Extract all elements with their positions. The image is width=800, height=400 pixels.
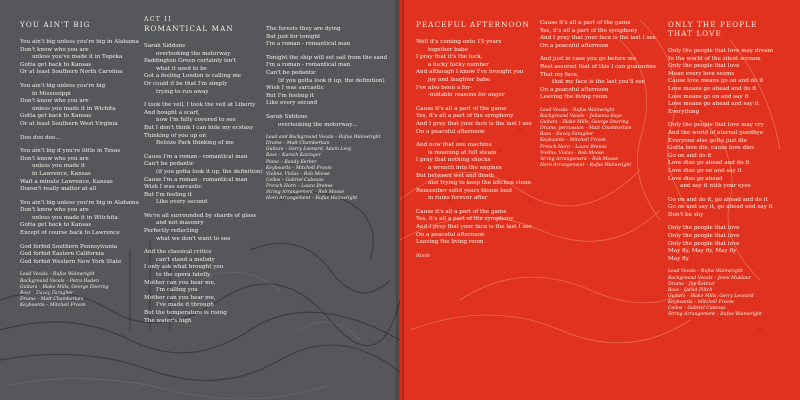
lyric-line: Can't be pedantic [266, 69, 317, 76]
lyric-line: On a peaceful afternoon [540, 86, 609, 93]
lyric-line: Tonight the ship will set sail from the sand [266, 54, 388, 61]
lyric-line: Only the people that love may cry [668, 122, 764, 129]
credits-block [540, 108, 668, 169]
lyric-line: Don't know who you are [20, 46, 89, 53]
credit-line: Background Vocals – Petra Haden [20, 278, 99, 284]
credit-line: Keyboards – Mitchell Froom [668, 299, 734, 305]
lyric-line: Don't know who you are [20, 98, 89, 105]
lyric-line: Wait a minute Lawrence, Kansas [20, 178, 113, 185]
lyric-line: Belsize Park thinking of me [156, 140, 234, 147]
lyric-line: Love means go ahead and do it [668, 85, 757, 92]
song-romantical-man [144, 16, 262, 325]
lyric-line: in ruins forever after [428, 195, 488, 202]
lyric-line: Everyone else gotta just die [668, 137, 747, 144]
lyric-line: Perfectly reflecting [144, 228, 199, 235]
credit-line: Guitars – Gerry Leonard, Adam Levy [266, 147, 352, 153]
lyric-line: Only the people that love may dream [668, 48, 773, 54]
lyric-line: and say it with your eyes [680, 183, 751, 190]
lyric-line: Cause it's all a part of the game [540, 20, 631, 26]
credit-line: Guitars – Blake Mills, Gerry Leonard [668, 293, 754, 299]
credit-line: Drums, percussion – Matt Chamberlain [540, 126, 632, 132]
lyric-line: The forests they are dying [266, 26, 341, 32]
lyric-line: (if you gotta look it up, the definition) [278, 77, 385, 84]
lyric-line: that my face is the last you'll see [552, 79, 645, 86]
song-title: ROMANTICAL MAN [144, 24, 234, 33]
lyrics-block [266, 26, 396, 129]
lyric-line: Thinking of you up on [144, 132, 206, 139]
lyric-line: I'm a roman - romantical man [266, 62, 351, 69]
lyric-line: Go on and say it, go ahead and say it [668, 204, 773, 211]
lyric-line: and trying to keep the kitchen clean [428, 180, 531, 187]
lyric-line: Love means go on and say it [668, 93, 749, 100]
lyric-line: Cause I'm a roman - romantical man [144, 176, 248, 183]
credit-line: Bass – David Piltch [668, 287, 713, 293]
lyric-line: Rest assured that of this I can guarantee [540, 63, 656, 70]
credit-line: Bass – Davey Faragher [540, 132, 594, 138]
lyrics-block [416, 39, 548, 247]
song-romantical-man-cont [266, 26, 396, 202]
lyric-line: trying to run away [156, 88, 209, 95]
credit-line: Lead Vocals – Rufus Wainwright [540, 107, 615, 113]
lyric-line: That my face, [540, 71, 579, 78]
lyric-line: And I pray that your face is the last I see [416, 120, 532, 127]
lyric-line: God forbid Eastern California [20, 251, 104, 258]
credit-line: Violins, Violas – Rob Moose [540, 150, 604, 156]
lyric-line: Gotta get back to Kansas [20, 222, 92, 229]
credit-line: Drums – Jim Keltner [668, 281, 716, 287]
credit-line: Guitars – Blake Mills, George Doering [540, 120, 629, 126]
lyric-line: God forbid Southern Pennsylvania [20, 243, 118, 250]
lyric-line: On a peaceful afternoon [416, 128, 485, 135]
lyric-line: unless you made it in Witchita [32, 214, 118, 221]
credit-line: French Horn – Laura Brenes [266, 183, 333, 189]
lyric-line: Love means go ahead and say it [668, 101, 759, 108]
lyric-line: Leaving the living room [540, 94, 608, 101]
credit-line: Bass – Karsch Kazinger [266, 153, 321, 159]
lyric-line: I pray that it's the luck, [416, 54, 483, 61]
lyric-line: We're all surrounded by shards of glass [144, 212, 257, 219]
lyric-line: a wrench into the engines [428, 164, 502, 171]
lyric-line: Cause it's all a part of the game [416, 208, 507, 215]
song-title: YOU AIN'T BIG [20, 20, 91, 29]
lyric-line: Mother can you hear me, [144, 279, 216, 286]
lyric-line: I'm a roman - romantical man [266, 41, 351, 48]
credit-line: Background Vocals – Jenni Muldaur [668, 275, 752, 281]
lyric-line: But the temperature is rising [144, 310, 227, 316]
credit-line: Lead Vocals – Rufus Wainwright [20, 272, 95, 278]
lyric-line: Yes, it's all a part of the symphony [416, 216, 514, 223]
lyric-line: You ain't big if you're little in Texas [20, 148, 121, 155]
credit-line: Keyboards – Mitchell Froom [540, 138, 606, 144]
lyric-line: Remember solid years bloom best [416, 187, 513, 194]
lyric-line: But I'm feeling it [144, 191, 192, 198]
credit-line: Horn Arrangement – Rufus Wainwright [540, 162, 632, 168]
lyric-line: Well it's coming onto 15 years [416, 39, 502, 45]
lyric-line: overlooking the motorway… [278, 121, 358, 128]
lyric-line: And the world of eternal goodbye [668, 129, 764, 136]
lyric-line: Only the people that love [668, 63, 740, 70]
lyric-line: Love dies go ahead and do it [668, 160, 750, 167]
lyric-line: But just for tonight [266, 33, 321, 40]
lyric-line: I took the veil, I took the veil at Liberty [144, 102, 256, 109]
lyric-line: Love dies go on and say it [668, 167, 742, 174]
lyric-line: in Mississippi [32, 90, 71, 97]
lyric-line: -midable reasons for anger [428, 92, 505, 99]
lyric-line: I only ask what brought you [144, 264, 224, 271]
lyric-line: May fly, May fly, May fly [668, 248, 737, 255]
signature: Rinth [416, 252, 430, 259]
lyric-line: Yes, it's all a part of the symphony [540, 27, 638, 34]
song-title: PEACEFUL AFTERNOON [416, 20, 530, 29]
credit-line: Piano – Randy Kerber [266, 159, 317, 165]
lyric-line: unless you've made it in Topeka [32, 54, 123, 61]
lyric-line: Like every second [156, 199, 208, 206]
lyric-line: Or at least Southern North Carolina [20, 69, 123, 76]
lyric-line: Don't be shy [668, 211, 704, 218]
song-only-the-people-that-love [668, 20, 798, 318]
lyric-line: And now that one machine [416, 142, 492, 149]
lyrics-block [668, 48, 798, 263]
lyric-line: joy and laughter babe [428, 76, 491, 83]
credit-line: Cellos – Gabriel Cabezas [668, 306, 726, 311]
lyric-line: You ain't big unless you're big in Alabama [20, 199, 139, 206]
lyrics-block [20, 39, 138, 266]
lyric-line: I've also been a for- [416, 84, 472, 91]
lyric-line: God forbid Western New York State [20, 258, 122, 265]
song-title [668, 20, 798, 38]
lyric-line: Or at least Southern West Virginia [20, 120, 118, 127]
lyric-line: what it used to be [156, 65, 207, 72]
lyric-line: is moaning at full steam [428, 149, 497, 156]
lyric-line: Wish I was sarcastic [144, 184, 202, 191]
lyric-line: And although I know I've brought you [416, 69, 524, 76]
lyric-line: I'm calling you [156, 287, 198, 294]
song-peaceful-afternoon-cont [540, 20, 668, 169]
lyric-line: together babe [428, 46, 468, 53]
lyric-line: Except of course back to Lawrence [20, 230, 120, 237]
lyric-line: Cause love means go on and do it [668, 78, 764, 85]
lyric-line: Like every second [266, 100, 318, 107]
song-title-line-2: THAT LOVE [668, 29, 722, 38]
lyric-line: Only the people that love [668, 225, 740, 232]
lyric-line: Everything [668, 108, 700, 115]
lyric-line: and not masonry [156, 220, 204, 227]
lyric-line: can't stand a melody [156, 256, 215, 263]
lyric-line: On a peaceful afternoon [416, 231, 485, 238]
lyric-line: Only the people that love [668, 240, 740, 247]
lyric-line: Gotta get back to Kansas [20, 113, 92, 120]
credits-block [266, 135, 396, 202]
right-page [400, 0, 800, 400]
lyric-line: what we don't want to see [156, 235, 231, 242]
lyric-line: Don't know who you are [20, 155, 89, 162]
lyrics-block [144, 43, 262, 325]
credit-line: Lead and Background Vocals – Rufus Wainwright [266, 135, 381, 141]
lyric-line: And bought a scarf, [144, 109, 200, 116]
lyric-line: Can't be pedantic [144, 161, 195, 168]
credit-line: Drums – Matt Chamberlain [20, 296, 84, 302]
credit-line: Horn Arrangement – Rufus Wainwright [266, 196, 358, 202]
lyric-line: Wish I was sarcastic [266, 85, 324, 92]
lyric-line: Cause it's all a part of the game [416, 105, 507, 112]
credit-line: Cellos – Gabriel Cabezas [266, 177, 324, 183]
lyric-line: Sarah Siddons [266, 113, 308, 120]
credit-line: French Horn – Laura Brenes [540, 144, 607, 150]
lyric-line: Paddington Green certainly isn't [144, 58, 236, 65]
lyric-line: unless you made it in Wichita [32, 105, 116, 112]
lyric-line: I've made it through [156, 302, 214, 309]
lyric-line: a lucky lucky number [428, 61, 489, 68]
lyric-line: (if you gotta look it up, the definition) [156, 168, 263, 175]
credit-line: String Arrangement – Rob Moose [540, 156, 619, 162]
credit-line: Drums – Matt Chamberlain [266, 141, 330, 147]
song-peaceful-afternoon [416, 20, 548, 259]
lyric-line: Mother can you hear me, [144, 294, 216, 301]
lyric-line: Love dies go ahead [668, 175, 723, 182]
lyric-line: May fly [668, 255, 689, 262]
lyric-line: Leaving the living room [416, 239, 484, 246]
song-title-line-1: ONLY THE PEOPLE [668, 20, 758, 29]
credit-line: Violins, Violas – Rob Moose [266, 171, 330, 177]
lyric-line: Or could it be that I'm simply [144, 80, 228, 87]
lyric-line: in Lawrence, Kansas [32, 170, 91, 177]
lyric-line: But I'm feeling it [266, 92, 314, 99]
lyric-line: In the world of the silent scream [668, 55, 761, 62]
lyric-line: But between wet and death [416, 172, 495, 179]
lyric-line: I pray that nothing shocks [416, 157, 491, 164]
lyric-line: Doo doo doo… [20, 134, 62, 141]
lyric-line: Don't know who you are [20, 207, 89, 214]
lyric-line: You ain't big unless you're big [20, 82, 106, 89]
lyric-line: Mean every love seems [668, 70, 735, 77]
lyric-line: And just in case you go before me [540, 56, 637, 63]
credit-line: Lead Vocals – Rufus Wainwright [668, 269, 743, 275]
credit-line: Background Vocals – Julianna Raye [540, 114, 622, 120]
credit-line: Keyboards – Mitchell Froom [20, 302, 86, 308]
lyric-line: Cause I'm a roman - romantical man [144, 153, 248, 160]
lyric-line: And the classical critics [144, 249, 212, 256]
credits-block [668, 269, 798, 318]
credit-line: String Arrangement – Rufus Wainwright [668, 312, 762, 318]
lyric-line: overlooking the motorway [156, 50, 231, 57]
lyric-line: Go on and do it [668, 152, 712, 159]
credit-line: Guitars – Blake Mills, George Doering [20, 284, 109, 290]
act-label: ACT II [144, 16, 172, 23]
credit-line: Keyboards – Mitchell Froom [266, 165, 332, 171]
lyric-line: Go on and do it, go ahead and do it [668, 196, 768, 203]
credit-line: String Arrangement – Rob Moose [266, 189, 345, 195]
lyric-line: And I pray that your face is the last I see [416, 224, 532, 231]
lyric-line: But I don't think I can hide my ecstasy [144, 124, 254, 131]
spine-gutter [396, 0, 404, 400]
lyric-line: Doesn't really matter at all [20, 186, 97, 193]
lyric-line: unless you made it [32, 163, 86, 170]
lyrics-block [540, 20, 668, 102]
lyric-line: Sarah Siddons [144, 43, 186, 49]
lyric-line: Gotta love die, cause love dies [668, 145, 755, 152]
lyric-line: On a peaceful afternoon [540, 42, 609, 49]
credits-block [20, 272, 138, 309]
lyric-line: Got a feeling London is calling me [144, 73, 242, 80]
lyric-line: You ain't big unless you're big in Alabama [20, 39, 139, 45]
lyric-line: And I pray that your face is the last I see [540, 35, 656, 42]
lyric-line: Gotta get back to Kansas [20, 61, 92, 68]
song-you-aint-big [20, 20, 138, 309]
lyric-line: now I'm fully covered to see [156, 117, 236, 124]
lyric-line: Only the people that love [668, 233, 740, 240]
lyric-line: to the opera fatefly [156, 272, 211, 279]
lyric-line: Yes, it's all a part of the symphony [416, 113, 514, 120]
credit-line: Bass – Davey Faragher [20, 290, 74, 296]
lyric-line: The water's high [144, 317, 192, 324]
